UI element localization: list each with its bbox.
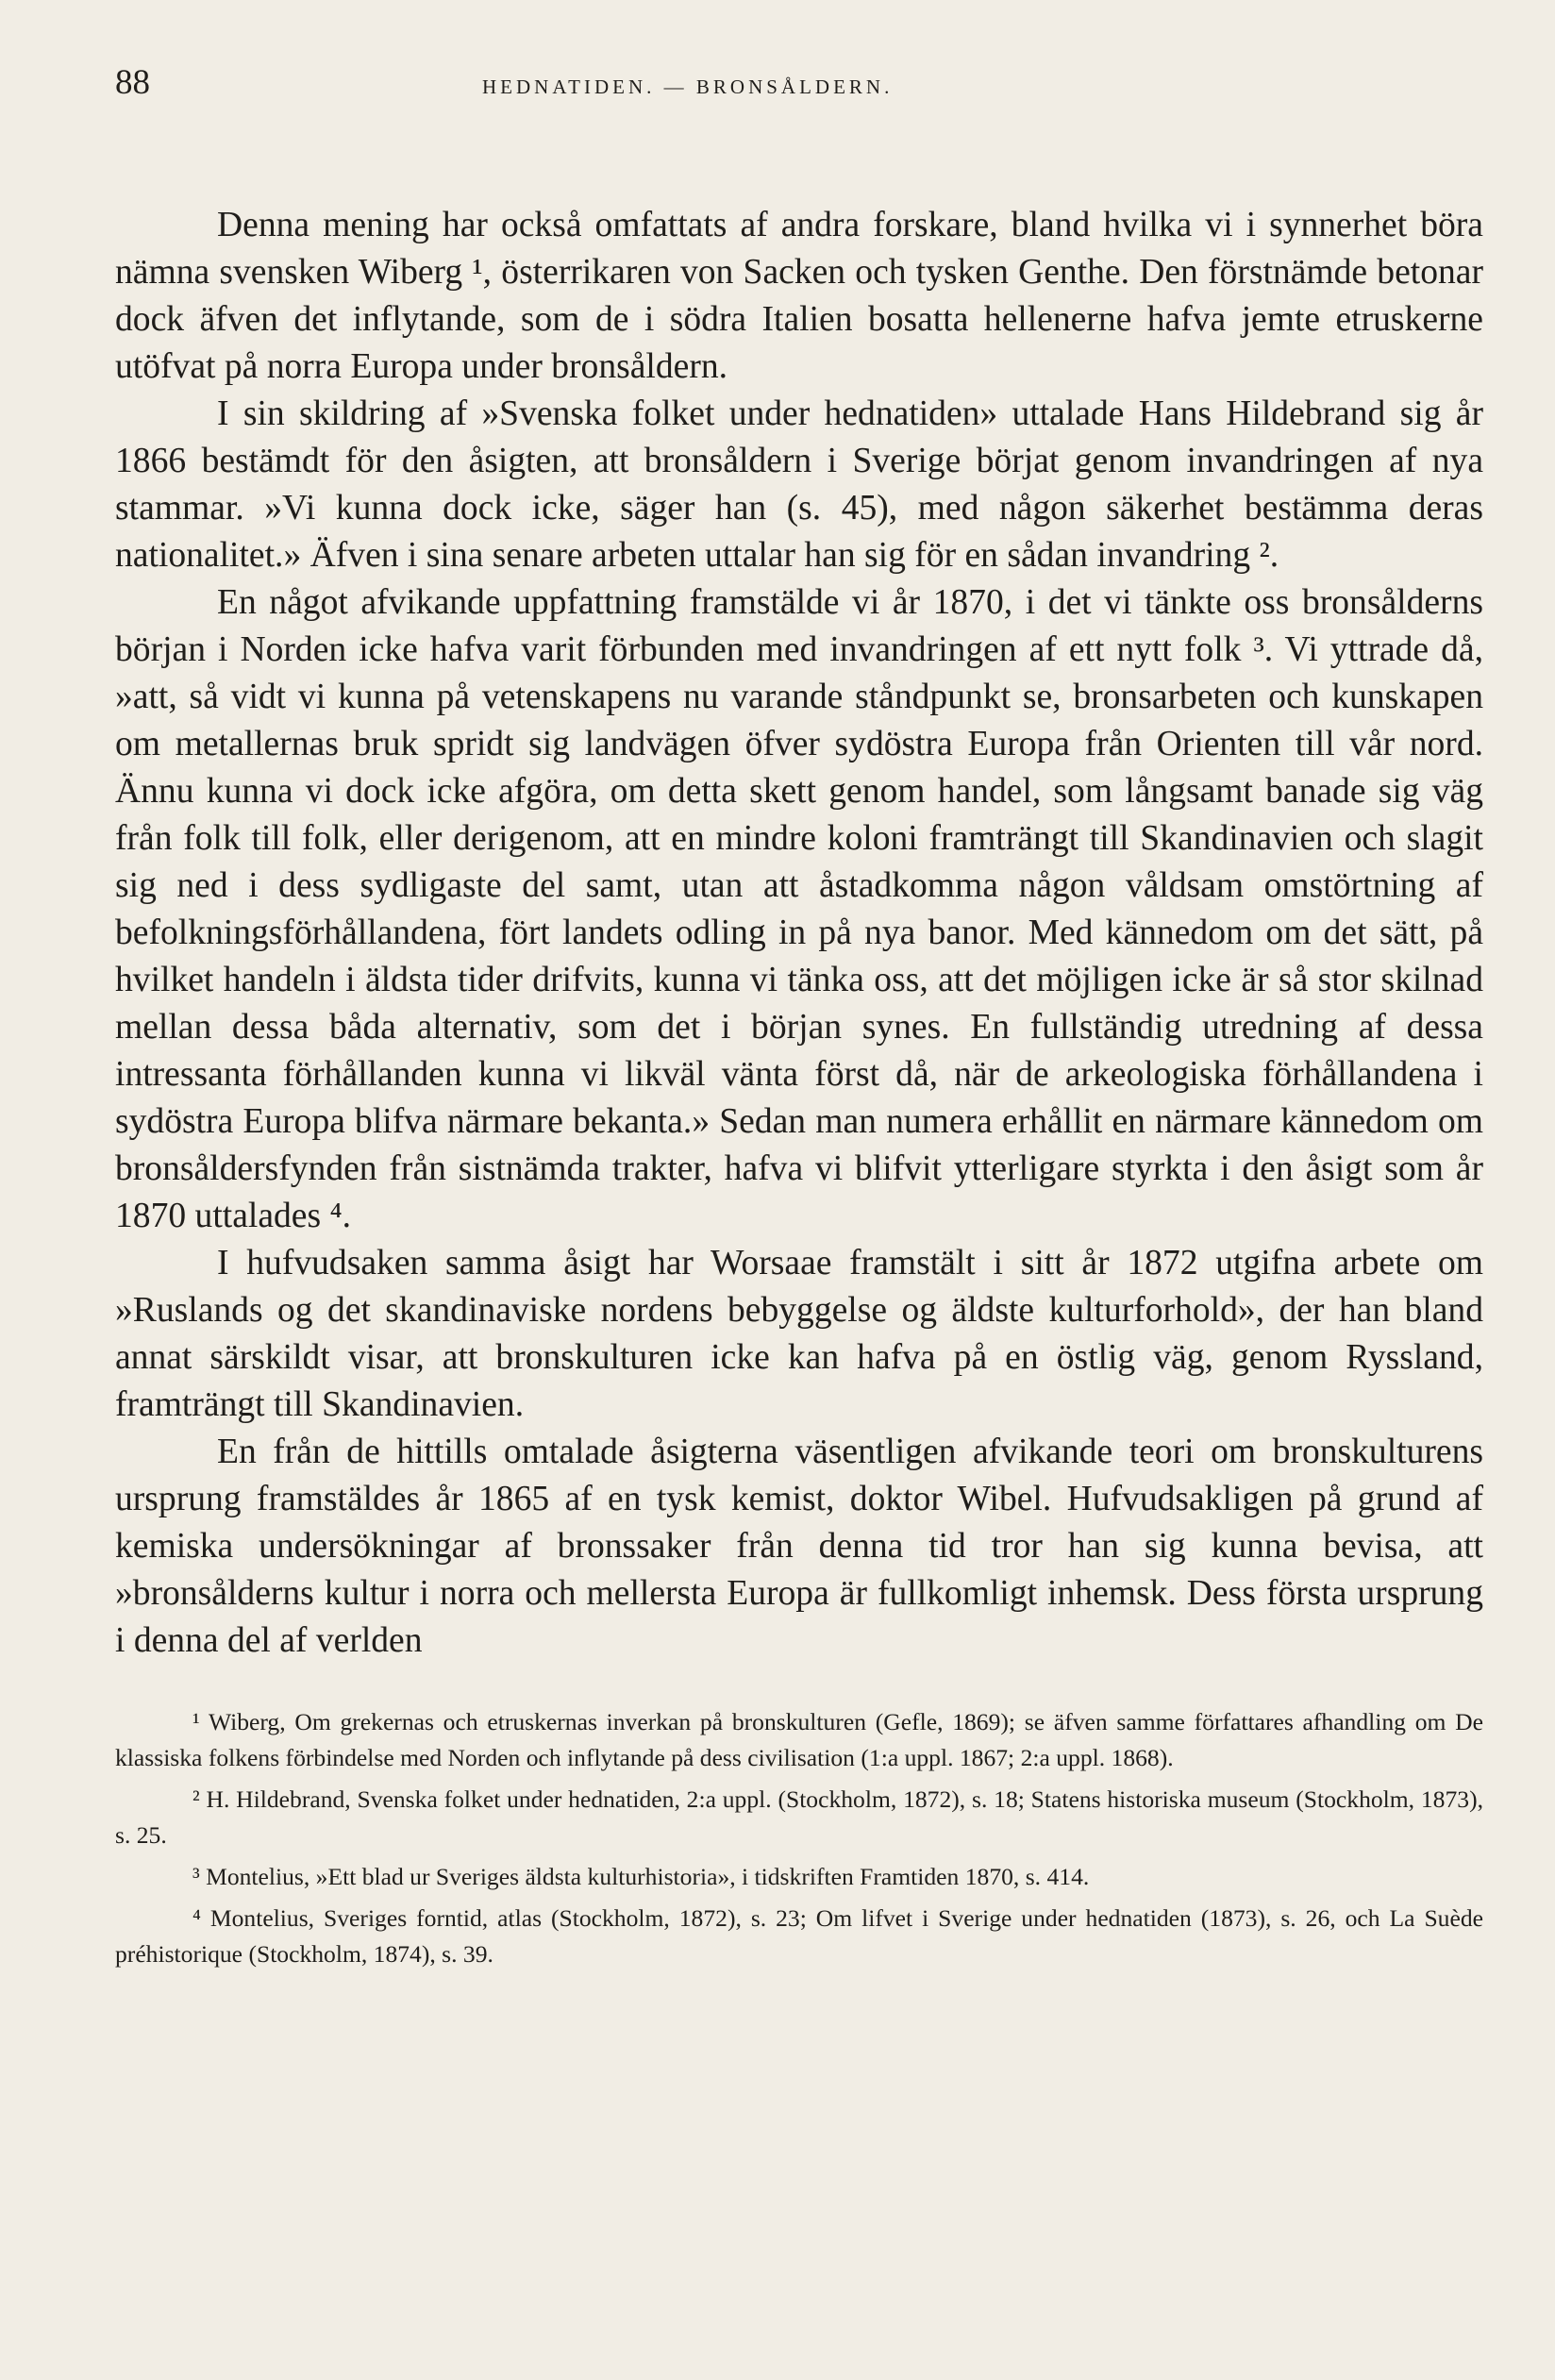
page-number: 88 [115, 63, 150, 102]
paragraph: En något afvikande uppfattning framstälde vi år 1870, i det vi tänkte oss bronsålderns början i Norden icke hafva varit förbunden med invandringen af ett nytt folk ³. Vi yttrade då, »att, så vidt vi kunna på vetenskapens nu varande ståndpunkt se, bronsarbeten och kunskapen om metallernas bruk spridt sig landvägen öfver sydöstra Europa från Orienten till vår nord. Ännu kunna vi dock icke afgöra, om detta skett genom handel, som långsamt banade sig väg från folk till folk, eller derigenom, att en mindre koloni framträngt till Skandinavien och slagit sig ned i dess sydligaste del samt, utan att åstadkomma någon våldsam omstörtning af befolkningsförhållandena, fört landets odling in på nya banor. Med kännedom om det sätt, på hvilket handeln i äldsta tider drifvits, kunna vi tänka oss, att det möjligen icke är så stor skilnad mellan dessa båda alternativ, som det i början synes. En fullständig utredning af dessa intressanta förhållanden kunna vi likväl vänta först då, när de arkeologiska förhållandena i sydöstra Europa blifva närmare bekanta.» Sedan man numera erhållit en närmare kännedom om bronsåldersfynden från sistnämda trakter, hafva vi blifvit ytterligare styrkta i den åsigt som år 1870 uttalades ⁴. [115, 583, 1483, 1235]
body-text [115, 202, 1483, 1665]
footnote: ⁴ Montelius, Sveriges forntid, atlas (Stockholm, 1872), s. 23; Om lifvet i Sverige under hednatiden (1873), s. 26, och La Suède préhistorique (Stockholm, 1874), s. 39. [115, 1904, 1483, 1968]
footnotes [115, 1704, 1483, 1972]
footnote: ¹ Wiberg, Om grekernas och etruskernas inverkan på bronskulturen (Gefle, 1869); se äfven samme författares afhandling om De klassiska folkens förbindelse med Norden och inflytande på dess civilisation (1:a uppl. 1867; 2:a uppl. 1868). [115, 1708, 1483, 1771]
footnote: ³ Montelius, »Ett blad ur Sveriges äldsta kulturhistoria», i tidskriften Framtiden 1870, s. 414. [192, 1863, 1090, 1890]
paragraph: I hufvudsaken samma åsigt har Worsaae framstält i sitt år 1872 utgifna arbete om »Ruslands og det skandinaviske nordens bebyggelse og äldste kulturforhold», der han bland annat särskildt visar, att bronskulturen icke kan hafva på en östlig väg, genom Ryssland, framträngt till Skandinavien. [115, 1244, 1483, 1424]
footnote: ² H. Hildebrand, Svenska folket under hednatiden, 2:a uppl. (Stockholm, 1872), s. 18; Statens historiska museum (Stockholm, 1873), s. 25. [115, 1785, 1483, 1849]
running-head [115, 62, 1483, 119]
running-title: HEDNATIDEN. — BRONSÅLDERN. [482, 75, 894, 98]
paragraph: I sin skildring af »Svenska folket under hednatiden» uttalade Hans Hildebrand sig år 1866 bestämdt för den åsigten, att bronsåldern i Sverige börjat genom invandringen af nya stammar. »Vi kunna dock icke, säger han (s. 45), med någon säkerhet bestämma deras nationalitet.» Äfven i sina senare arbeten uttalar han sig för en sådan invandring ². [115, 394, 1483, 575]
paragraph: Denna mening har också omfattats af andra forskare, bland hvilka vi i synnerhet böra nämna svensken Wiberg ¹, österrikaren von Sacken och tysken Genthe. Den förstnämde betonar dock äfven det inflytande, som de i södra Italien bosatta hellenerne hafva jemte etruskerne utöfvat på norra Europa under bronsåldern. [115, 206, 1483, 386]
paragraph: En från de hittills omtalade åsigterna väsentligen afvikande teori om bronskulturens ursprung framstäldes år 1865 af en tysk kemist, doktor Wibel. Hufvudsakligen på grund af kemiska undersökningar af bronssaker från denna tid tror han sig kunna bevisa, att »bronsålderns kultur i norra och mellersta Europa är fullkomligt inhemsk. Dess första ursprung i denna del af verlden [115, 1433, 1483, 1660]
